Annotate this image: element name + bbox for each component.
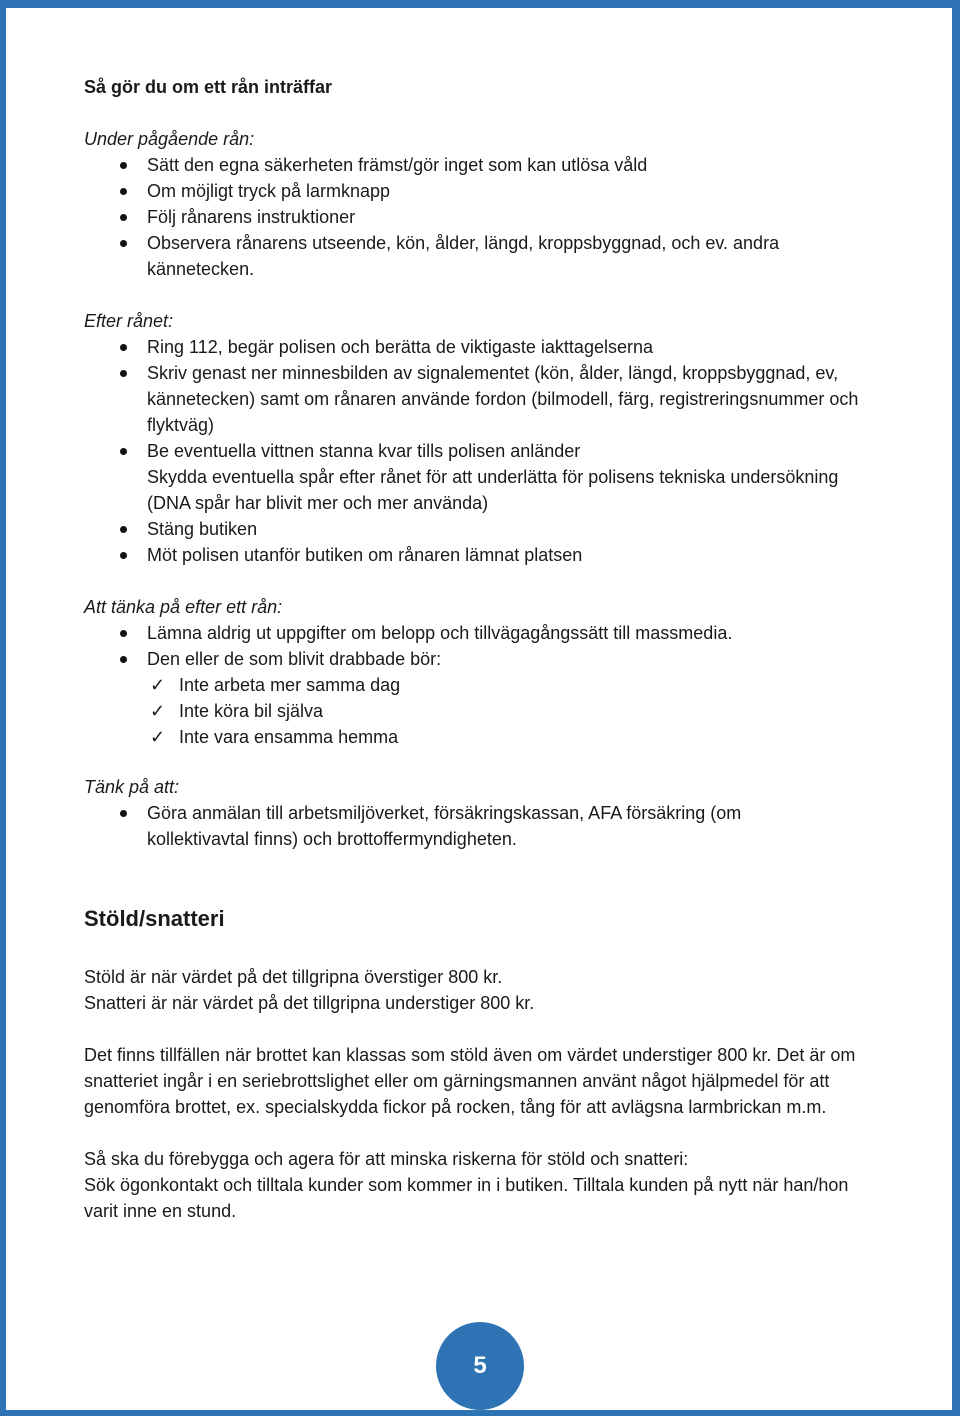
list-item: Lämna aldrig ut uppgifter om belopp och tillvägagångssätt till massmedia. (84, 620, 884, 646)
shoplifting-definition: Snatteri är när värdet på det tillgripna understiger 800 kr. (84, 993, 535, 1013)
section-remember-title: Tänk på att: (84, 777, 180, 797)
main-heading: Så gör du om ett rån inträffar (84, 77, 333, 97)
checkmark-icon: ✓ (150, 701, 166, 721)
theft-definition: Stöld är när värdet på det tillgripna överstiger 800 kr. (84, 967, 503, 987)
check-item: ✓ Inte köra bil själva (84, 698, 884, 724)
section-after-robbery-title: Efter rånet: (84, 311, 174, 331)
list-item: Sätt den egna säkerheten främst/gör inget som kan utlösa våld (84, 152, 884, 178)
bullet-icon (120, 656, 127, 663)
list-item: Be eventuella vittnen stanna kvar tills polisen anländer (84, 438, 884, 464)
bullet-icon (120, 630, 127, 637)
think-after-list (84, 620, 884, 672)
checkmark-icon: ✓ (150, 727, 166, 747)
document-body (84, 74, 884, 1224)
list-item: Stäng butiken (84, 516, 884, 542)
list-item: Ring 112, begär polisen och berätta de viktigaste iakttagelserna (84, 334, 884, 360)
page-number-badge (436, 1322, 524, 1410)
theft-section-title: Stöld/snatteri (84, 906, 225, 931)
bullet-icon (120, 552, 127, 559)
bullet-icon (120, 162, 127, 169)
check-item: ✓ Inte vara ensamma hemma (84, 724, 884, 750)
list-item: Göra anmälan till arbetsmiljöverket, försäkringskassan, AFA försäkring (om kollektivavtal finns) och brottoffermyndigheten. (84, 800, 884, 852)
list-item: Den eller de som blivit drabbade bör: (84, 646, 884, 672)
list-item: Skydda eventuella spår efter rånet för att underlätta för polisens tekniska undersökning (DNA spår har blivit mer och mer använda) (147, 467, 839, 513)
bullet-icon (120, 240, 127, 247)
theft-paragraph: Det finns tillfällen när brottet kan klassas som stöld även om värdet understiger 800 kr. Det är om snatteriet ingår i en seriebrottslighet eller om gärningsmannen använt något hjälpmedel för att genomföra brottet, ex. specialskydda fickor på rocken, tång för att avlägsna larmbrickan m.m. (84, 1045, 856, 1117)
bullet-icon (120, 214, 127, 221)
affected-checklist (84, 672, 884, 750)
list-item: Skriv genast ner minnesbilden av signalementet (kön, ålder, längd, kroppsbyggnad, ev, kännetecken) samt om rånaren använde fordon (bilmodell, färg, registreringsnummer och flyktväg) (84, 360, 884, 438)
prevent-text: Sök ögonkontakt och tilltala kunder som kommer in i butiken. Tilltala kunden på nytt när han/hon varit inne en stund. (84, 1175, 849, 1221)
page-number: 5 (473, 1352, 487, 1379)
during-robbery-list (84, 152, 884, 282)
section-during-robbery-title: Under pågående rån: (84, 129, 255, 149)
bullet-icon (120, 370, 127, 377)
list-item: Följ rånarens instruktioner (84, 204, 884, 230)
checkmark-icon: ✓ (150, 675, 166, 695)
bullet-icon (120, 526, 127, 533)
prevent-title: Så ska du förebygga och agera för att minska riskerna för stöld och snatteri: (84, 1149, 689, 1169)
list-item: Om möjligt tryck på larmknapp (84, 178, 884, 204)
check-item: ✓ Inte arbeta mer samma dag (84, 672, 884, 698)
bullet-icon (120, 344, 127, 351)
list-item: Möt polisen utanför butiken om rånaren lämnat platsen (84, 542, 884, 568)
remember-list (84, 800, 884, 852)
bullet-icon (120, 810, 127, 817)
section-think-after-title: Att tänka på efter ett rån: (84, 597, 283, 617)
bullet-icon (120, 188, 127, 195)
bullet-icon (120, 448, 127, 455)
after-robbery-list (84, 334, 884, 568)
list-item: Observera rånarens utseende, kön, ålder, längd, kroppsbyggnad, och ev. andra kännetecken. (84, 230, 884, 282)
